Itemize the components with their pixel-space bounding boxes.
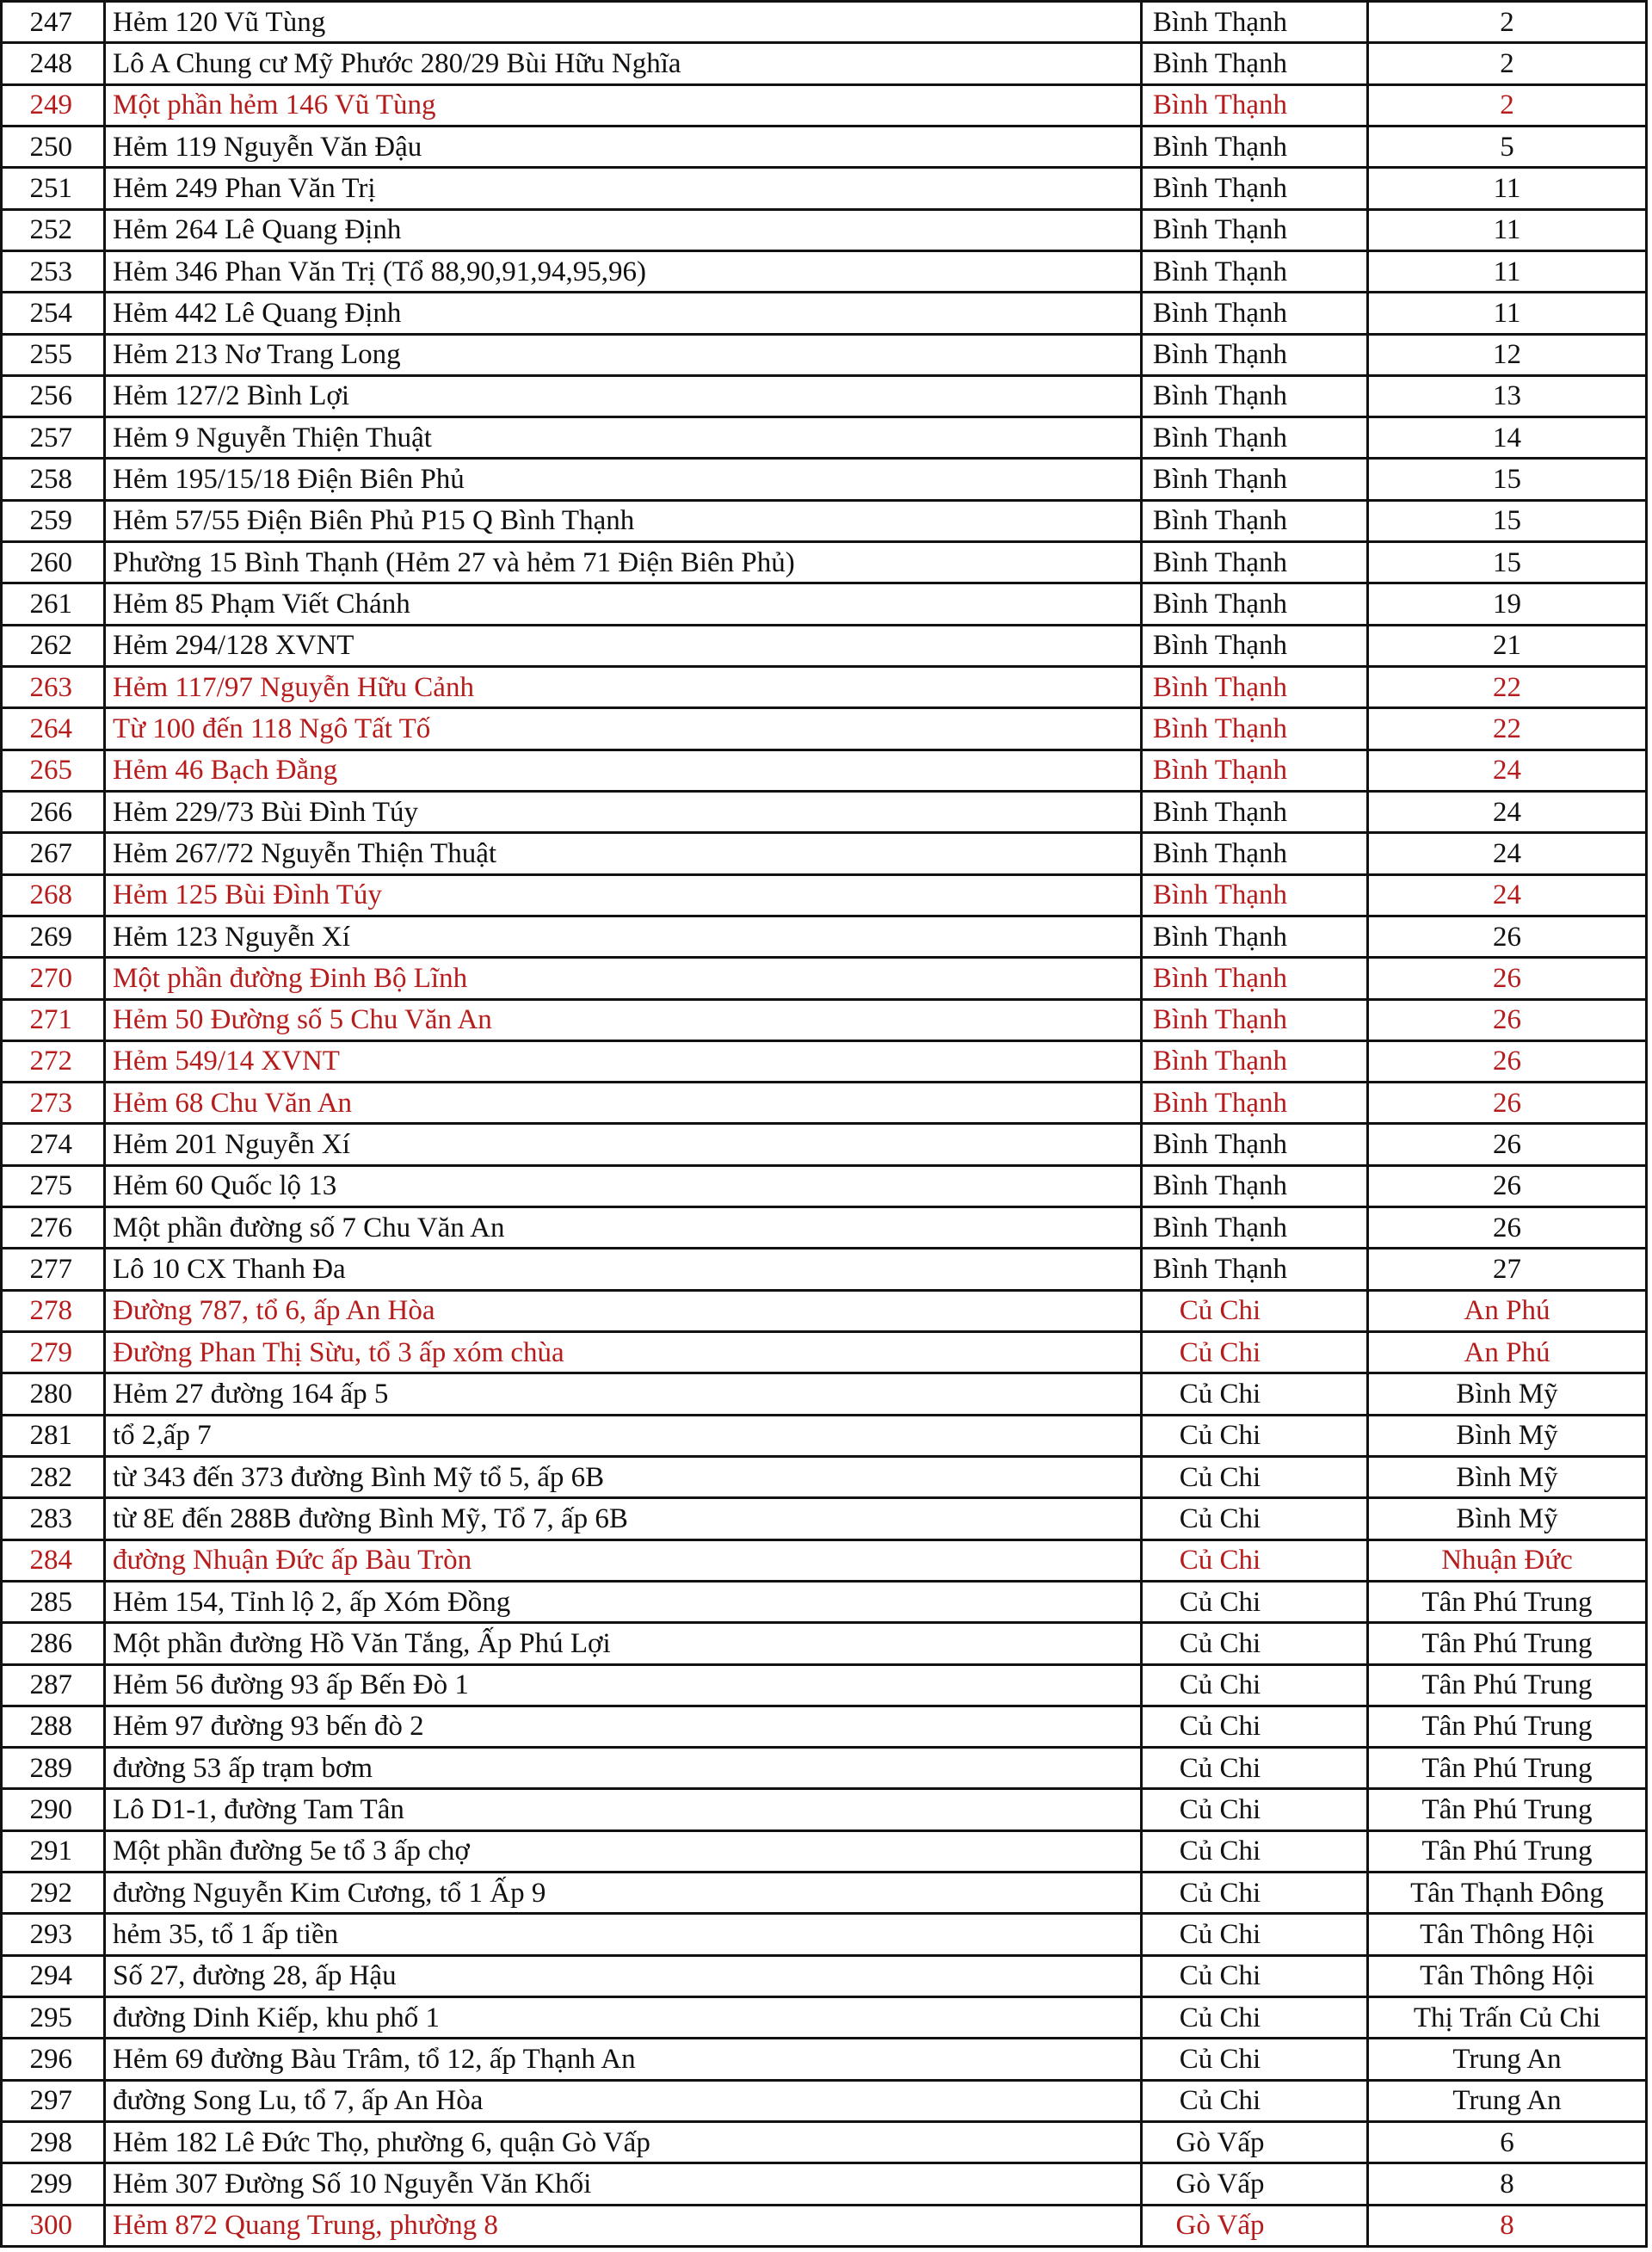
district-cell: Bình Thạnh	[1142, 1083, 1368, 1124]
ward-cell: 12	[1368, 334, 1647, 375]
table-row	[2, 459, 1647, 500]
address-cell: đường Song Lu, tổ 7, ấp An Hòa	[105, 2080, 1142, 2121]
ward-cell: 11	[1368, 293, 1647, 334]
district-cell: Củ Chi	[1142, 1539, 1368, 1581]
ward-cell: 8	[1368, 2163, 1647, 2205]
address-cell: Lô 10 CX Thanh Đa	[105, 1249, 1142, 1290]
district-cell: Bình Thạnh	[1142, 500, 1368, 541]
table-row	[2, 667, 1647, 708]
table-row	[2, 43, 1647, 84]
district-cell: Củ Chi	[1142, 1997, 1368, 2039]
table-row	[2, 1415, 1647, 1456]
ward-cell: Trung An	[1368, 2080, 1647, 2121]
row-number-cell: 294	[2, 1955, 105, 1996]
district-cell: Bình Thạnh	[1142, 126, 1368, 167]
row-number-cell: 248	[2, 43, 105, 84]
ward-cell: 11	[1368, 168, 1647, 209]
address-cell: từ 8E đến 288B đường Bình Mỹ, Tổ 7, ấp 6B	[105, 1498, 1142, 1539]
district-cell: Bình Thạnh	[1142, 43, 1368, 84]
row-number-cell: 252	[2, 209, 105, 250]
row-number-cell: 286	[2, 1623, 105, 1664]
district-cell: Bình Thạnh	[1142, 417, 1368, 459]
row-number-cell: 297	[2, 2080, 105, 2121]
district-cell: Bình Thạnh	[1142, 1040, 1368, 1082]
table-row	[2, 1083, 1647, 1124]
ward-cell: Bình Mỹ	[1368, 1373, 1647, 1415]
table-row	[2, 1623, 1647, 1664]
address-cell: Đường Phan Thị Sừu, tổ 3 ấp xóm chùa	[105, 1332, 1142, 1373]
row-number-cell: 262	[2, 625, 105, 666]
ward-cell: 5	[1368, 126, 1647, 167]
ward-cell: Tân Phú Trung	[1368, 1706, 1647, 1747]
district-cell: Bình Thạnh	[1142, 708, 1368, 750]
ward-cell: 2	[1368, 84, 1647, 126]
row-number-cell: 263	[2, 667, 105, 708]
address-cell: Hẻm 69 đường Bàu Trâm, tổ 12, ấp Thạnh An	[105, 2039, 1142, 2080]
table-row	[2, 84, 1647, 126]
address-cell: Hẻm 97 đường 93 bến đò 2	[105, 1706, 1142, 1747]
district-cell: Củ Chi	[1142, 1706, 1368, 1747]
district-cell: Bình Thạnh	[1142, 375, 1368, 416]
ward-cell: Tân Thạnh Đông	[1368, 1873, 1647, 1914]
row-number-cell: 255	[2, 334, 105, 375]
table-body	[2, 2, 1647, 2247]
address-cell: đường Nhuận Đức ấp Bàu Tròn	[105, 1539, 1142, 1581]
row-number-cell: 292	[2, 1873, 105, 1914]
address-cell: Hẻm 50 Đường số 5 Chu Văn An	[105, 999, 1142, 1040]
address-cell: đường Dinh Kiếp, khu phố 1	[105, 1997, 1142, 2039]
row-number-cell: 296	[2, 2039, 105, 2080]
row-number-cell: 277	[2, 1249, 105, 1290]
ward-cell: 19	[1368, 583, 1647, 625]
table-row	[2, 999, 1647, 1040]
address-cell: Hẻm 68 Chu Văn An	[105, 1083, 1142, 1124]
table-row	[2, 833, 1647, 874]
district-cell: Bình Thạnh	[1142, 1249, 1368, 1290]
table-row	[2, 168, 1647, 209]
address-cell: Hẻm 872 Quang Trung, phường 8	[105, 2205, 1142, 2246]
ward-cell: 15	[1368, 500, 1647, 541]
district-cell: Bình Thạnh	[1142, 84, 1368, 126]
district-cell: Bình Thạnh	[1142, 293, 1368, 334]
ward-cell: 15	[1368, 542, 1647, 583]
table-row	[2, 1997, 1647, 2039]
row-number-cell: 249	[2, 84, 105, 126]
ward-cell: An Phú	[1368, 1332, 1647, 1373]
district-cell: Củ Chi	[1142, 1914, 1368, 1955]
row-number-cell: 274	[2, 1124, 105, 1165]
ward-cell: 8	[1368, 2205, 1647, 2246]
address-cell: Đường 787, tổ 6, ấp An Hòa	[105, 1290, 1142, 1331]
row-number-cell: 281	[2, 1415, 105, 1456]
district-cell: Bình Thạnh	[1142, 667, 1368, 708]
address-cell: Hẻm 56 đường 93 ấp Bến Đò 1	[105, 1664, 1142, 1706]
table-row	[2, 500, 1647, 541]
ward-cell: Tân Phú Trung	[1368, 1664, 1647, 1706]
district-cell: Bình Thạnh	[1142, 1207, 1368, 1249]
table-row	[2, 417, 1647, 459]
table-row	[2, 916, 1647, 957]
district-cell: Củ Chi	[1142, 1498, 1368, 1539]
row-number-cell: 258	[2, 459, 105, 500]
district-cell: Bình Thạnh	[1142, 334, 1368, 375]
row-number-cell: 264	[2, 708, 105, 750]
district-cell: Củ Chi	[1142, 1873, 1368, 1914]
row-number-cell: 293	[2, 1914, 105, 1955]
ward-cell: 14	[1368, 417, 1647, 459]
district-cell: Gò Vấp	[1142, 2163, 1368, 2205]
address-cell: Hẻm 442 Lê Quang Định	[105, 293, 1142, 334]
ward-cell: 26	[1368, 999, 1647, 1040]
district-cell: Bình Thạnh	[1142, 833, 1368, 874]
district-cell: Củ Chi	[1142, 1830, 1368, 1872]
address-cell: Hẻm 117/97 Nguyễn Hữu Cảnh	[105, 667, 1142, 708]
district-cell: Bình Thạnh	[1142, 583, 1368, 625]
ward-cell: 13	[1368, 375, 1647, 416]
table-row	[2, 791, 1647, 832]
ward-cell: 11	[1368, 250, 1647, 292]
district-cell: Bình Thạnh	[1142, 250, 1368, 292]
address-cell: Hẻm 182 Lê Đức Thọ, phường 6, quận Gò Vấp	[105, 2121, 1142, 2163]
ward-cell: Tân Thông Hội	[1368, 1914, 1647, 1955]
ward-cell: 26	[1368, 1040, 1647, 1082]
row-number-cell: 265	[2, 750, 105, 791]
district-cell: Bình Thạnh	[1142, 168, 1368, 209]
address-cell: Từ 100 đến 118 Ngô Tất Tố	[105, 708, 1142, 750]
row-number-cell: 272	[2, 1040, 105, 1082]
district-cell: Củ Chi	[1142, 1623, 1368, 1664]
table-row	[2, 2, 1647, 43]
table-row	[2, 1748, 1647, 1789]
ward-cell: 26	[1368, 1124, 1647, 1165]
ward-cell: Tân Phú Trung	[1368, 1581, 1647, 1622]
district-cell: Củ Chi	[1142, 2080, 1368, 2121]
district-cell: Gò Vấp	[1142, 2205, 1368, 2246]
table-row	[2, 209, 1647, 250]
ward-cell: 26	[1368, 1207, 1647, 1249]
address-cell: Hẻm 119 Nguyễn Văn Đậu	[105, 126, 1142, 167]
table-row	[2, 1664, 1647, 1706]
district-cell: Bình Thạnh	[1142, 625, 1368, 666]
address-cell: Phường 15 Bình Thạnh (Hẻm 27 và hẻm 71 Điện Biên Phủ)	[105, 542, 1142, 583]
table-row	[2, 1165, 1647, 1206]
table-row	[2, 625, 1647, 666]
row-number-cell: 254	[2, 293, 105, 334]
row-number-cell: 283	[2, 1498, 105, 1539]
ward-cell: Tân Phú Trung	[1368, 1789, 1647, 1830]
address-cell: Một phần đường số 7 Chu Văn An	[105, 1207, 1142, 1249]
address-cell: Hẻm 201 Nguyễn Xí	[105, 1124, 1142, 1165]
row-number-cell: 287	[2, 1664, 105, 1706]
ward-cell: 26	[1368, 1083, 1647, 1124]
district-cell: Củ Chi	[1142, 1415, 1368, 1456]
ward-cell: Tân Thông Hội	[1368, 1955, 1647, 1996]
address-cell: Hẻm 549/14 XVNT	[105, 1040, 1142, 1082]
row-number-cell: 257	[2, 417, 105, 459]
row-number-cell: 282	[2, 1456, 105, 1497]
table-row	[2, 293, 1647, 334]
district-cell: Bình Thạnh	[1142, 999, 1368, 1040]
table-row	[2, 2205, 1647, 2246]
ward-cell: 26	[1368, 958, 1647, 999]
row-number-cell: 259	[2, 500, 105, 541]
address-cell: Hẻm 213 Nơ Trang Long	[105, 334, 1142, 375]
row-number-cell: 300	[2, 2205, 105, 2246]
address-cell: Hẻm 346 Phan Văn Trị (Tổ 88,90,91,94,95,96)	[105, 250, 1142, 292]
row-number-cell: 260	[2, 542, 105, 583]
table-row	[2, 1955, 1647, 1996]
row-number-cell: 299	[2, 2163, 105, 2205]
row-number-cell: 270	[2, 958, 105, 999]
ward-cell: 11	[1368, 209, 1647, 250]
address-cell: Hẻm 195/15/18 Điện Biên Phủ	[105, 459, 1142, 500]
ward-cell: 6	[1368, 2121, 1647, 2163]
row-number-cell: 275	[2, 1165, 105, 1206]
row-number-cell: 278	[2, 1290, 105, 1331]
district-cell: Củ Chi	[1142, 1290, 1368, 1331]
ward-cell: 2	[1368, 43, 1647, 84]
address-cell: hẻm 35, tổ 1 ấp tiền	[105, 1914, 1142, 1955]
address-cell: Hẻm 46 Bạch Đằng	[105, 750, 1142, 791]
table-row	[2, 1498, 1647, 1539]
row-number-cell: 295	[2, 1997, 105, 2039]
address-cell: tổ 2,ấp 7	[105, 1415, 1142, 1456]
row-number-cell: 288	[2, 1706, 105, 1747]
address-cell: Hẻm 249 Phan Văn Trị	[105, 168, 1142, 209]
district-cell: Củ Chi	[1142, 1748, 1368, 1789]
ward-cell: 24	[1368, 833, 1647, 874]
address-cell: Hẻm 57/55 Điện Biên Phủ P15 Q Bình Thạnh	[105, 500, 1142, 541]
address-cell: Hẻm 127/2 Bình Lợi	[105, 375, 1142, 416]
address-cell: Hẻm 120 Vũ Tùng	[105, 2, 1142, 43]
row-number-cell: 298	[2, 2121, 105, 2163]
address-cell: Hẻm 267/72 Nguyễn Thiện Thuật	[105, 833, 1142, 874]
table-row	[2, 1456, 1647, 1497]
table-row	[2, 334, 1647, 375]
district-cell: Củ Chi	[1142, 1955, 1368, 1996]
row-number-cell: 285	[2, 1581, 105, 1622]
ward-cell: Tân Phú Trung	[1368, 1830, 1647, 1872]
table-row	[2, 1789, 1647, 1830]
row-number-cell: 251	[2, 168, 105, 209]
district-cell: Bình Thạnh	[1142, 209, 1368, 250]
address-cell: Số 27, đường 28, ấp Hậu	[105, 1955, 1142, 1996]
address-cell: Hẻm 125 Bùi Đình Túy	[105, 874, 1142, 916]
ward-cell: 26	[1368, 1165, 1647, 1206]
row-number-cell: 267	[2, 833, 105, 874]
row-number-cell: 250	[2, 126, 105, 167]
table-row	[2, 250, 1647, 292]
ward-cell: 24	[1368, 750, 1647, 791]
table-row	[2, 542, 1647, 583]
row-number-cell: 280	[2, 1373, 105, 1415]
ward-cell: An Phú	[1368, 1290, 1647, 1331]
district-cell: Bình Thạnh	[1142, 958, 1368, 999]
address-cell: Hẻm 27 đường 164 ấp 5	[105, 1373, 1142, 1415]
row-number-cell: 269	[2, 916, 105, 957]
table-row	[2, 2080, 1647, 2121]
row-number-cell: 247	[2, 2, 105, 43]
table-row	[2, 1332, 1647, 1373]
address-cell: đường 53 ấp trạm bơm	[105, 1748, 1142, 1789]
district-cell: Củ Chi	[1142, 1789, 1368, 1830]
table-row	[2, 2121, 1647, 2163]
district-cell: Củ Chi	[1142, 2039, 1368, 2080]
table-row	[2, 1373, 1647, 1415]
ward-cell: Tân Phú Trung	[1368, 1748, 1647, 1789]
table-row	[2, 126, 1647, 167]
ward-cell: 22	[1368, 708, 1647, 750]
district-cell: Bình Thạnh	[1142, 1165, 1368, 1206]
district-cell: Bình Thạnh	[1142, 2, 1368, 43]
row-number-cell: 279	[2, 1332, 105, 1373]
address-cell: Một phần hẻm 146 Vũ Tùng	[105, 84, 1142, 126]
row-number-cell: 276	[2, 1207, 105, 1249]
table-row	[2, 1830, 1647, 1872]
ward-cell: 26	[1368, 916, 1647, 957]
district-cell: Củ Chi	[1142, 1456, 1368, 1497]
table-row	[2, 1124, 1647, 1165]
table-row	[2, 874, 1647, 916]
district-cell: Bình Thạnh	[1142, 791, 1368, 832]
table-row	[2, 708, 1647, 750]
district-cell: Bình Thạnh	[1142, 750, 1368, 791]
row-number-cell: 289	[2, 1748, 105, 1789]
ward-cell: Bình Mỹ	[1368, 1415, 1647, 1456]
table-row	[2, 1914, 1647, 1955]
row-number-cell: 291	[2, 1830, 105, 1872]
row-number-cell: 290	[2, 1789, 105, 1830]
row-number-cell: 273	[2, 1083, 105, 1124]
ward-cell: 27	[1368, 1249, 1647, 1290]
row-number-cell: 266	[2, 791, 105, 832]
ward-cell: Tân Phú Trung	[1368, 1623, 1647, 1664]
row-number-cell: 284	[2, 1539, 105, 1581]
address-cell: từ 343 đến 373 đường Bình Mỹ tổ 5, ấp 6B	[105, 1456, 1142, 1497]
table-row	[2, 1207, 1647, 1249]
table-row	[2, 1539, 1647, 1581]
ward-cell: 15	[1368, 459, 1647, 500]
ward-cell: 24	[1368, 791, 1647, 832]
table-row	[2, 1290, 1647, 1331]
district-cell: Bình Thạnh	[1142, 1124, 1368, 1165]
table-row	[2, 375, 1647, 416]
district-cell: Gò Vấp	[1142, 2121, 1368, 2163]
address-cell: Một phần đường 5e tổ 3 ấp chợ	[105, 1830, 1142, 1872]
row-number-cell: 271	[2, 999, 105, 1040]
table-row	[2, 1873, 1647, 1914]
district-cell: Củ Chi	[1142, 1332, 1368, 1373]
table-row	[2, 1249, 1647, 1290]
table-row	[2, 1581, 1647, 1622]
district-cell: Củ Chi	[1142, 1664, 1368, 1706]
row-number-cell: 261	[2, 583, 105, 625]
address-cell: Hẻm 307 Đường Số 10 Nguyễn Văn Khối	[105, 2163, 1142, 2205]
district-cell: Bình Thạnh	[1142, 874, 1368, 916]
address-cell: Hẻm 60 Quốc lộ 13	[105, 1165, 1142, 1206]
ward-cell: Bình Mỹ	[1368, 1456, 1647, 1497]
ward-cell: Trung An	[1368, 2039, 1647, 2080]
row-number-cell: 268	[2, 874, 105, 916]
district-cell: Củ Chi	[1142, 1581, 1368, 1622]
table-row	[2, 750, 1647, 791]
table-row	[2, 1706, 1647, 1747]
address-cell: Hẻm 9 Nguyễn Thiện Thuật	[105, 417, 1142, 459]
address-cell: Một phần đường Hồ Văn Tắng, Ấp Phú Lợi	[105, 1623, 1142, 1664]
address-cell: Hẻm 264 Lê Quang Định	[105, 209, 1142, 250]
ward-cell: 24	[1368, 874, 1647, 916]
ward-cell: 2	[1368, 2, 1647, 43]
ward-cell: 21	[1368, 625, 1647, 666]
district-cell: Củ Chi	[1142, 1373, 1368, 1415]
table-row	[2, 1040, 1647, 1082]
address-cell: Lô A Chung cư Mỹ Phước 280/29 Bùi Hữu Nghĩa	[105, 43, 1142, 84]
address-cell: đường Nguyễn Kim Cương, tổ 1 Ấp 9	[105, 1873, 1142, 1914]
row-number-cell: 256	[2, 375, 105, 416]
table-row	[2, 958, 1647, 999]
table-row	[2, 2163, 1647, 2205]
ward-cell: Nhuận Đức	[1368, 1539, 1647, 1581]
address-cell: Một phần đường Đinh Bộ Lĩnh	[105, 958, 1142, 999]
address-cell: Hẻm 229/73 Bùi Đình Túy	[105, 791, 1142, 832]
address-cell: Lô D1-1, đường Tam Tân	[105, 1789, 1142, 1830]
ward-cell: Bình Mỹ	[1368, 1498, 1647, 1539]
district-cell: Bình Thạnh	[1142, 916, 1368, 957]
ward-cell: 22	[1368, 667, 1647, 708]
ward-cell: Thị Trấn Củ Chi	[1368, 1997, 1647, 2039]
row-number-cell: 253	[2, 250, 105, 292]
district-cell: Bình Thạnh	[1142, 459, 1368, 500]
address-cell: Hẻm 294/128 XVNT	[105, 625, 1142, 666]
address-cell: Hẻm 123 Nguyễn Xí	[105, 916, 1142, 957]
address-cell: Hẻm 85 Phạm Viết Chánh	[105, 583, 1142, 625]
address-cell: Hẻm 154, Tỉnh lộ 2, ấp Xóm Đồng	[105, 1581, 1142, 1622]
table-row	[2, 2039, 1647, 2080]
district-cell: Bình Thạnh	[1142, 542, 1368, 583]
table-row	[2, 583, 1647, 625]
